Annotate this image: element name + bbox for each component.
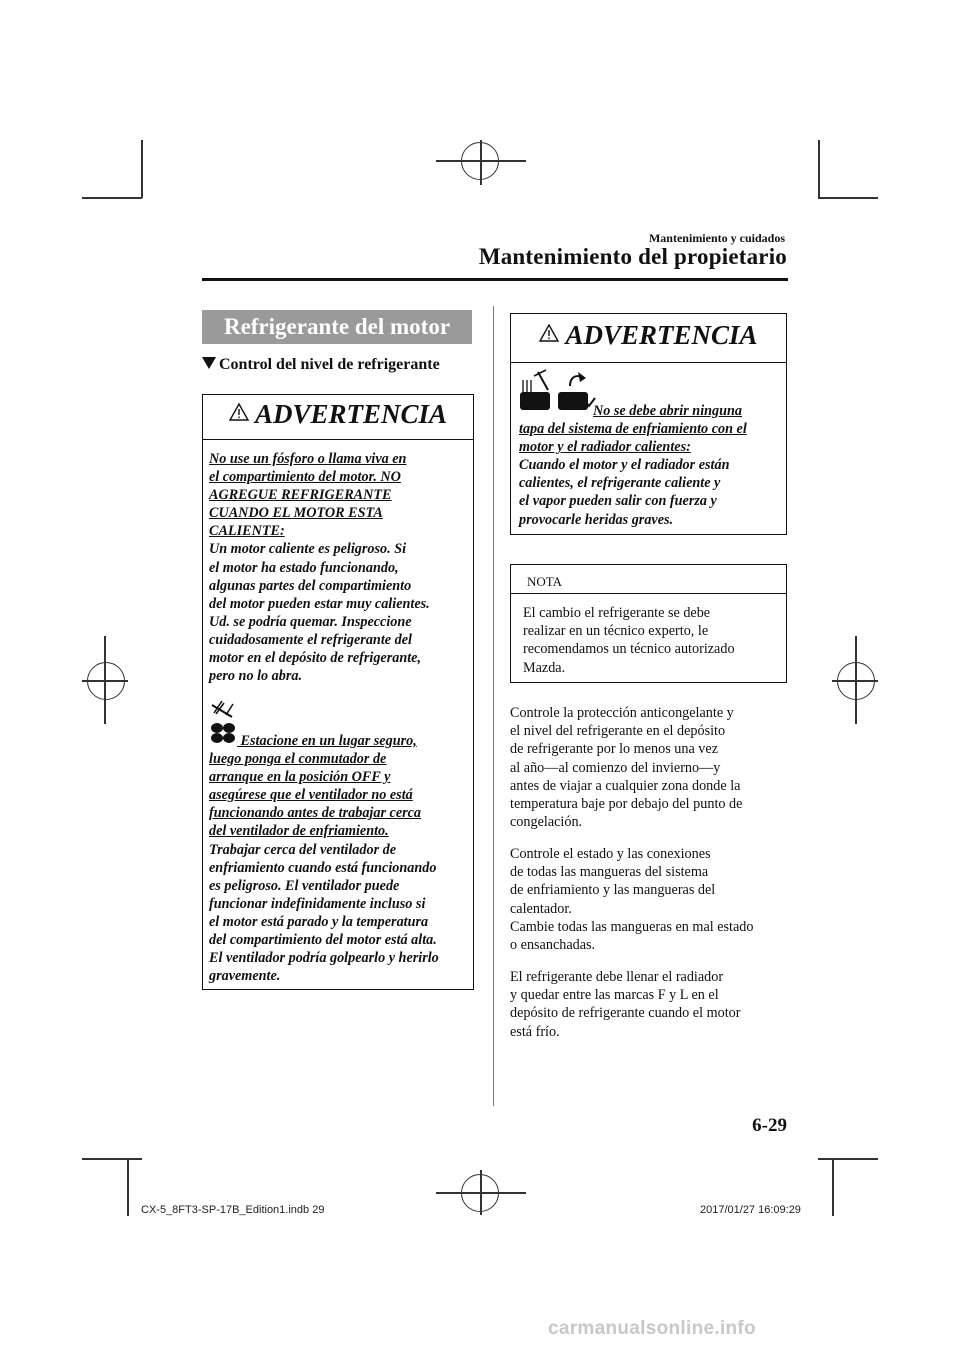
chapter-title: Mantenimiento y cuidados — [648, 231, 785, 245]
note-box — [510, 564, 787, 683]
warning-title: ADVERTENCIA — [565, 320, 758, 350]
text-line: luego ponga el conmutador de — [209, 751, 387, 768]
text-line — [519, 402, 747, 420]
text-line: el compartimiento del motor. NO — [209, 469, 401, 486]
footer-timestamp: 2017/01/27 16:09:29 — [700, 1204, 801, 1216]
text-line: el vapor pueden salir con fuerza y — [519, 493, 717, 510]
footer-file-info: CX-5_8FT3-SP-17B_Edition1.indb 29 — [141, 1204, 325, 1216]
text-line: provocarle heridas graves. — [519, 511, 674, 528]
text-line: es peligroso. El ventilador puede — [209, 877, 400, 894]
text-line-fragment: No se debe abrir ninguna — [593, 403, 742, 419]
text-line: Cambie todas las mangueras en mal estado — [510, 918, 754, 935]
text-line: enfriamiento cuando está funcionando — [209, 859, 437, 876]
text-line: gravemente. — [209, 968, 281, 985]
note-rule — [511, 593, 786, 594]
header-rule — [202, 278, 788, 281]
note-text — [523, 604, 735, 677]
warning-heading-rule — [203, 439, 473, 440]
text-line: Controle el estado y las conexiones — [510, 846, 711, 862]
text-line: depósito de refrigerante cuando el motor — [510, 1005, 741, 1022]
text-line: de todas las mangueras del sistema — [510, 864, 709, 881]
text-line: arranque en la posición OFF y — [209, 769, 391, 786]
warning-heading — [511, 320, 786, 351]
column-divider — [493, 306, 494, 1106]
text-line: o ensanchadas. — [510, 937, 596, 954]
section-title: Refrigerante del motor — [202, 310, 472, 344]
text-line: del motor pueden estar muy calientes. — [209, 595, 430, 612]
paragraph-1 — [510, 704, 742, 831]
warning-triangle-icon — [229, 403, 249, 421]
text-line: el nivel del refrigerante en el depósito — [510, 723, 726, 740]
triangle-bullet-icon — [202, 357, 216, 369]
text-line: está frío. — [510, 1023, 560, 1040]
warning-box-1 — [202, 394, 474, 990]
text-line: funcionando antes de trabajar cerca — [209, 805, 422, 822]
text-line: AGREGUE REFRIGERANTE — [209, 487, 392, 504]
text-line: Un motor caliente es peligroso. Si — [209, 541, 407, 558]
text-line: CALIENTE: — [209, 523, 285, 540]
text-line: El refrigerante debe llenar el radiador — [510, 969, 724, 985]
subsection-title-text: Control del nivel de refrigerante — [219, 356, 440, 373]
warning2-text — [519, 402, 747, 529]
text-line: Mazda. — [523, 659, 566, 676]
warning1-part3 — [209, 732, 439, 985]
text-line: El cambio el refrigerante se debe — [523, 605, 711, 621]
section-header: Mantenimiento del propietario — [478, 244, 787, 269]
text-line-fragment: Estacione en un lugar seguro, — [237, 733, 417, 749]
text-line: Trabajar cerca del ventilador de — [209, 841, 397, 858]
text-line: realizar en un técnico experto, le — [523, 623, 709, 640]
text-line: algunas partes del compartimiento — [209, 577, 412, 594]
text-line: el motor ha estado funcionando, — [209, 559, 399, 576]
subsection-title — [202, 356, 440, 374]
warning-title: ADVERTENCIA — [254, 399, 448, 429]
warning-heading — [203, 399, 473, 430]
warning-heading-rule — [511, 362, 786, 363]
text-line: al año—al comienzo del invierno—y — [510, 759, 721, 776]
text-line: motor y el radiador calientes: — [519, 439, 691, 456]
text-line: Controle la protección anticongelante y — [510, 705, 734, 721]
text-line: motor en el depósito de refrigerante, — [209, 650, 422, 667]
text-line: No use un fósforo o llama viva en — [209, 451, 407, 467]
text-line: de enfriamiento y las mangueras del — [510, 882, 716, 899]
paragraph-3 — [510, 968, 740, 1041]
text-line: del compartimiento del motor está alta. — [209, 932, 437, 949]
text-line: del ventilador de enfriamiento. — [209, 823, 389, 840]
text-line — [209, 732, 439, 750]
text-line: recomendamos un técnico autorizado — [523, 641, 735, 658]
text-line: antes de viajar a cualquier zona donde la — [510, 777, 741, 794]
warning-box-2 — [510, 313, 787, 535]
text-line: el motor está parado y la temperatura — [209, 913, 429, 930]
warning-triangle-icon — [539, 324, 559, 342]
text-line: Ud. se podría quemar. Inspeccione — [209, 613, 412, 630]
text-line: CUANDO EL MOTOR ESTA — [209, 505, 383, 522]
text-line: El ventilador podría golpearlo y herirlo — [209, 950, 439, 967]
page-number: 6-29 — [752, 1115, 787, 1136]
warning1-part1 — [209, 450, 430, 685]
text-line: de refrigerante por lo menos una vez — [510, 741, 718, 758]
text-line: funcionar indefinidamente incluso si — [209, 895, 426, 912]
text-line: y quedar entre las marcas F y L en el — [510, 987, 719, 1004]
text-line: tapa del sistema de enfriamiento con el — [519, 421, 747, 438]
text-line: cuidadosamente el refrigerante del — [209, 631, 412, 648]
note-label: NOTA — [527, 574, 563, 589]
text-line: asegúrese que el ventilador no está — [209, 787, 413, 804]
text-line: congelación. — [510, 814, 583, 831]
watermark: carmanualsonline.info — [548, 1318, 756, 1339]
text-line: temperatura baje por debajo del punto de — [510, 796, 743, 813]
text-line: pero no lo abra. — [209, 668, 303, 685]
text-line: calientes, el refrigerante caliente y — [519, 475, 721, 492]
text-line: Cuando el motor y el radiador están — [519, 457, 730, 474]
text-line: calentador. — [510, 900, 572, 917]
paragraph-2 — [510, 845, 753, 954]
